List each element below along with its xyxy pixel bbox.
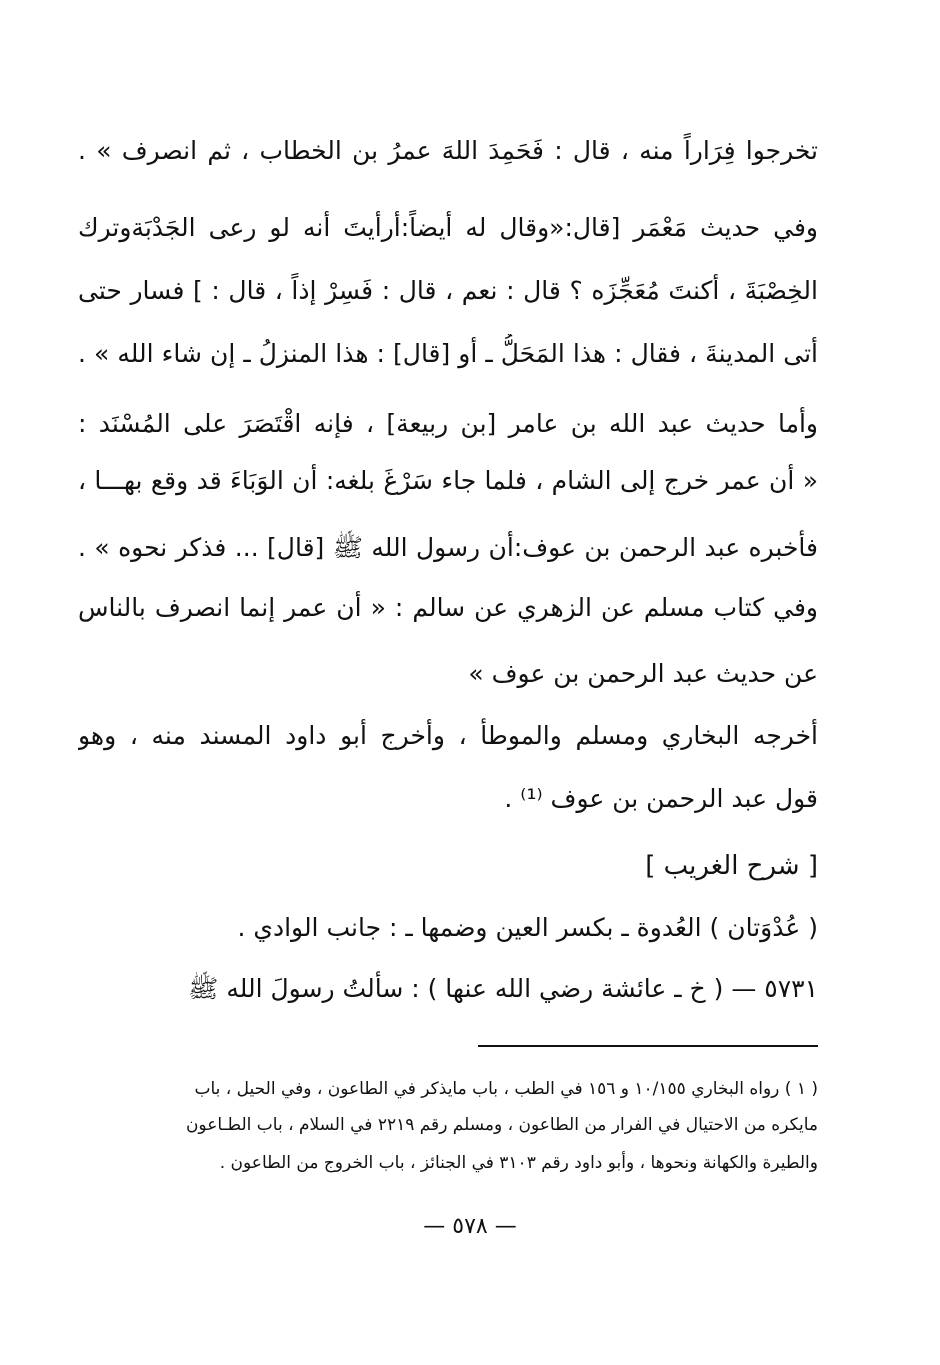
text-line-9: عن حديث عبد الرحمن بن عوف »	[468, 659, 818, 688]
footnote-separator	[478, 1045, 818, 1047]
text-line-8: وفي كتاب مسلم عن الزهري عن سالم : « أن عمر إنما انصرف بالناس	[78, 593, 818, 622]
text-line-2: وفي حديث مَعْمَر [قال:«وقال له أيضاً:أرأيتَ أنه لو رعى الجَدْبَةوترك	[78, 213, 818, 242]
footnote-line-2: مايكره من الاحتيال في الفرار من الطاعون ، ومسلم رقم ٢٢١٩ في السلام ، باب الطـاعون	[185, 1115, 818, 1135]
text-line-13: ( عُدْوَتان ) العُدوة ـ بكسر العين وضمها ـ : جانب الوادي .	[237, 913, 818, 942]
text-line-1: تخرجوا فِرَاراً منه ، قال : فَحَمِدَ اللهَ عمرُ بن الخطاب ، ثم انصرف » .	[78, 136, 818, 165]
section-heading: [ شرح الغريب ]	[645, 851, 818, 881]
text-line-11: قول عبد الرحمن بن عوف ⁽¹⁾ .	[504, 784, 818, 813]
text-line-6: « أن عمر خرج إلى الشام ، فلما جاء سَرْغَ بلغه: أن الوَبَاءَ قد وقع بهـــا ،	[78, 466, 818, 495]
text-line-7: فأخبره عبد الرحمن بن عوف:أن رسول الله ﷺ [قال] ... فذكر نحوه » .	[78, 533, 818, 562]
footnote-line-1: ( ١ ) رواه البخاري ١٠/١٥٥ و ١٥٦ في الطب ، باب مايذكر في الطاعون ، وفي الحيل ، باب	[194, 1079, 818, 1099]
footnote-line-3: والطيرة والكهانة ونحوها ، وأبو داود رقم ٣١٠٣ في الجنائز ، باب الخروج من الطاعون .	[219, 1153, 818, 1173]
text-line-3: الخِصْبَةَ ، أكنتَ مُعَجِّزَه ؟ قال : نعم ، قال : فَسِرْ إذاً ، قال : ] فسار حتى	[78, 276, 818, 305]
page-number: — ٥٧٨ —	[423, 1214, 517, 1239]
text-line-4: أتى المدينةَ ، فقال : هذا المَحَلُّ ـ أو [قال] : هذا المنزلُ ـ إن شاء الله » .	[78, 339, 818, 368]
text-line-10: أخرجه البخاري ومسلم والموطأ ، وأخرج أبو داود المسند منه ، وهو	[78, 721, 818, 750]
text-line-5: وأما حديث عبد الله بن عامر [بن ربيعة] ، فإنه اقْتَصَرَ على المُسْنَد :	[78, 409, 818, 438]
text-line-14: ٥٧٣١ — ( خ ـ عائشة رضي الله عنها ) : سألتُ رسولَ الله ﷺ	[188, 974, 818, 1003]
